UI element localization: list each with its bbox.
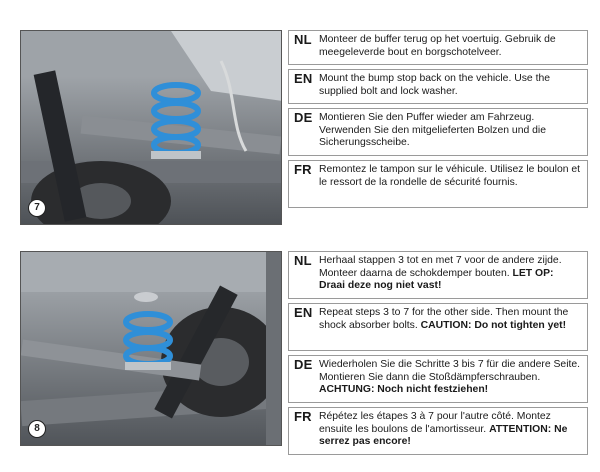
instruction-text: Répétez les étapes 3 à 7 pour l'autre côté. Montez ensuite les boulons de l'amortisseur. <box>319 411 551 435</box>
language-code: DE <box>294 110 313 125</box>
language-code: NL <box>294 32 312 47</box>
instruction-nl <box>288 30 588 65</box>
instruction-list <box>288 30 588 212</box>
instruction-warning: LET OP: Draai deze nog niet vast! <box>319 267 554 292</box>
instruction-warning: CAUTION: Do not tighten yet! <box>420 319 567 331</box>
instruction-text: Herhaal stappen 3 tot en met 7 voor de andere zijde. Monteer daarna de schokdemper bouten. <box>319 255 562 279</box>
language-code: DE <box>294 357 313 372</box>
instruction-nl <box>288 251 588 299</box>
instruction-text: Repeat steps 3 to 7 for the other side. Then mount the shock absorber bolts. <box>319 307 569 331</box>
step-8 <box>20 251 585 446</box>
instruction-text: Remontez le tampon sur le véhicule. Utilisez le boulon et le ressort de la rondelle de sécurité fournis. <box>319 164 581 188</box>
language-code: NL <box>294 253 312 268</box>
instruction-list <box>288 251 588 459</box>
instruction-warning: ACHTUNG: Noch nicht festziehen! <box>319 384 489 396</box>
instruction-en <box>288 303 588 351</box>
language-code: EN <box>294 305 313 320</box>
instruction-text: Mount the bump stop back on the vehicle. Use the supplied bolt and lock washer. <box>319 73 551 97</box>
instruction-warning: ATTENTION: Ne serrez pas encore! <box>319 423 568 448</box>
suspension-photo-7 <box>21 31 282 225</box>
step-8-photo <box>20 251 282 446</box>
instruction-fr <box>288 160 588 208</box>
instruction-fr <box>288 407 588 455</box>
instruction-text: Wiederholen Sie die Schritte 3 bis 7 für die andere Seite. Montieren Sie dann die Stoßdämpferschrauben. <box>319 359 581 383</box>
instruction-text: Monteer de buffer terug op het voertuig. Gebruik de meegeleverde bout en borgschotelveer. <box>319 34 556 58</box>
language-code: EN <box>294 71 313 86</box>
step-7-photo <box>20 30 282 225</box>
instruction-text: Montieren Sie den Puffer wieder am Fahrzeug. Verwenden Sie den mitgelieferten Bolzen und die Sicherungsscheibe. <box>319 112 547 149</box>
step-7 <box>20 30 585 225</box>
step-number-badge: 8 <box>28 420 46 438</box>
instruction-de <box>288 355 588 403</box>
instruction-en <box>288 69 588 104</box>
language-code: FR <box>294 162 312 177</box>
step-number-badge: 7 <box>28 199 46 217</box>
suspension-photo-8 <box>21 252 282 446</box>
instruction-de <box>288 108 588 156</box>
language-code: FR <box>294 409 312 424</box>
